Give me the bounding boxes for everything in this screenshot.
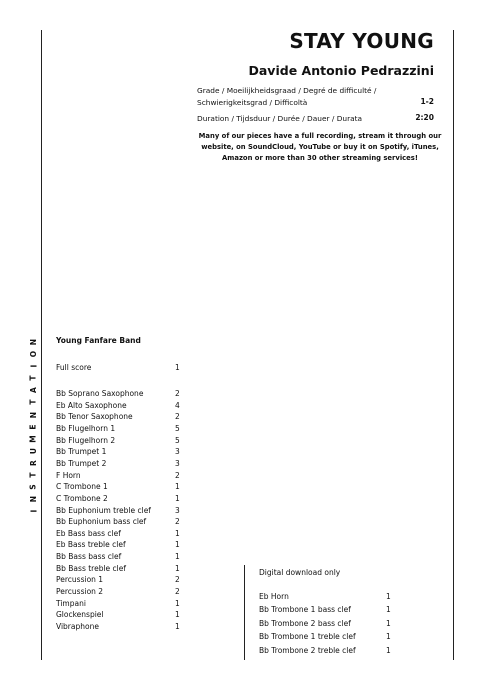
sidebar-label-letter: N (28, 338, 38, 346)
part-name: Bb Tenor Saxophone (56, 412, 133, 422)
ensemble-title: Young Fanfare Band (56, 336, 141, 345)
part-quantity: 1 (175, 528, 180, 538)
part-name: Bb Bass bass clef (56, 552, 122, 562)
part-quantity: 1 (175, 482, 180, 492)
part-quantity: 3 (175, 505, 180, 515)
part-quantity: 4 (175, 400, 180, 410)
part-quantity: 3 (175, 447, 180, 457)
right-margin-rule (453, 30, 454, 660)
part-name: C Trombone 1 (56, 482, 108, 492)
duration-label: Duration / Tijdsduur / Durée / Dauer / Durata (197, 114, 363, 123)
part-name: Full score (56, 363, 92, 372)
part-name: Bb Soprano Saxophone (56, 389, 144, 398)
digital-download-divider (244, 565, 245, 660)
sidebar-label-letter: U (28, 447, 38, 454)
grade-value: 1-2 (420, 97, 434, 106)
part-quantity: 2 (175, 470, 180, 480)
sidebar-label-letter: I (28, 364, 38, 368)
part-name: Percussion 2 (56, 587, 104, 597)
part-quantity: 2 (175, 517, 180, 527)
part-name: Percussion 1 (56, 575, 104, 585)
sidebar-label-letter: T (28, 375, 38, 381)
part-quantity: 2 (175, 587, 180, 597)
part-quantity: 1 (386, 605, 391, 615)
left-margin-rule (41, 30, 42, 660)
part-quantity: 1 (175, 622, 180, 631)
part-quantity: 1 (386, 632, 391, 642)
part-quantity: 1 (175, 610, 180, 620)
part-quantity: 5 (175, 423, 180, 433)
part-quantity: 1 (386, 645, 391, 655)
part-name: Eb Horn (259, 592, 289, 601)
part-name: F Horn (56, 470, 81, 480)
part-quantity: 1 (175, 598, 180, 608)
part-quantity: 1 (175, 540, 180, 550)
part-quantity: 1 (386, 618, 391, 628)
part-name: Bb Trombone 2 bass clef (259, 618, 351, 628)
sidebar-label-letter: M (28, 435, 38, 443)
sidebar-label-letter: E (28, 424, 38, 430)
part-name: Bb Euphonium treble clef (56, 505, 151, 515)
part-name: Bb Trumpet 1 (56, 447, 107, 457)
part-name: Glockenspiel (56, 610, 104, 620)
part-quantity: 1 (386, 592, 391, 601)
sidebar-label-letter: O (28, 350, 38, 358)
part-name: Eb Alto Saxophone (56, 400, 127, 410)
instrumentation-sidebar-label (27, 336, 41, 517)
duration-value: 2:20 (415, 113, 434, 122)
sidebar-label-letter: T (28, 399, 38, 406)
sidebar-label-letter: A (28, 387, 38, 394)
sidebar-label-letter: R (28, 460, 38, 466)
part-name: Eb Bass bass clef (56, 528, 121, 538)
part-quantity: 1 (175, 493, 180, 503)
part-name: Bb Euphonium bass clef (56, 517, 147, 527)
part-name: Timpani (56, 598, 86, 608)
part-quantity: 2 (175, 412, 180, 422)
sidebar-label-letter: N (28, 496, 38, 503)
part-quantity: 5 (175, 435, 180, 445)
sidebar-label-letter: I (28, 509, 38, 513)
part-quantity: 2 (175, 575, 180, 585)
part-name: Bb Trumpet 2 (56, 458, 107, 468)
sidebar-label-letter: T (28, 472, 38, 478)
part-name: Bb Flugelhorn 2 (56, 435, 116, 445)
composer-name: Davide Antonio Pedrazzini (248, 63, 434, 78)
streaming-promo-text: Many of our pieces have a full recording, stream it through our website, on SoundCloud, YouTube or buy it on Spotify, iTunes, Amazon or more than 30 other streaming services! (198, 132, 442, 163)
sidebar-label-letter: N (28, 411, 38, 418)
grade-label: Grade / Moeilijkheidsgraad / Degré de difficulté / Schwierigkeitsgrad / Difficoltà (197, 86, 377, 107)
part-name: Bb Trombone 1 bass clef (259, 605, 351, 615)
part-quantity: 3 (175, 458, 180, 468)
part-quantity: 1 (175, 552, 180, 562)
piece-title: STAY YOUNG (289, 29, 434, 53)
part-quantity: 2 (175, 389, 180, 398)
part-name: C Trombone 2 (56, 493, 108, 503)
part-name: Bb Bass treble clef (56, 563, 127, 573)
part-name: Eb Bass treble clef (56, 540, 126, 550)
sidebar-label-letter: S (28, 484, 38, 490)
digital-download-title: Digital download only (259, 568, 341, 577)
part-name: Vibraphone (56, 622, 99, 631)
part-name: Bb Trombone 2 treble clef (259, 645, 356, 655)
part-quantity: 1 (175, 363, 180, 372)
part-name: Bb Flugelhorn 1 (56, 423, 116, 433)
part-quantity: 1 (175, 563, 180, 573)
part-name: Bb Trombone 1 treble clef (259, 632, 356, 642)
